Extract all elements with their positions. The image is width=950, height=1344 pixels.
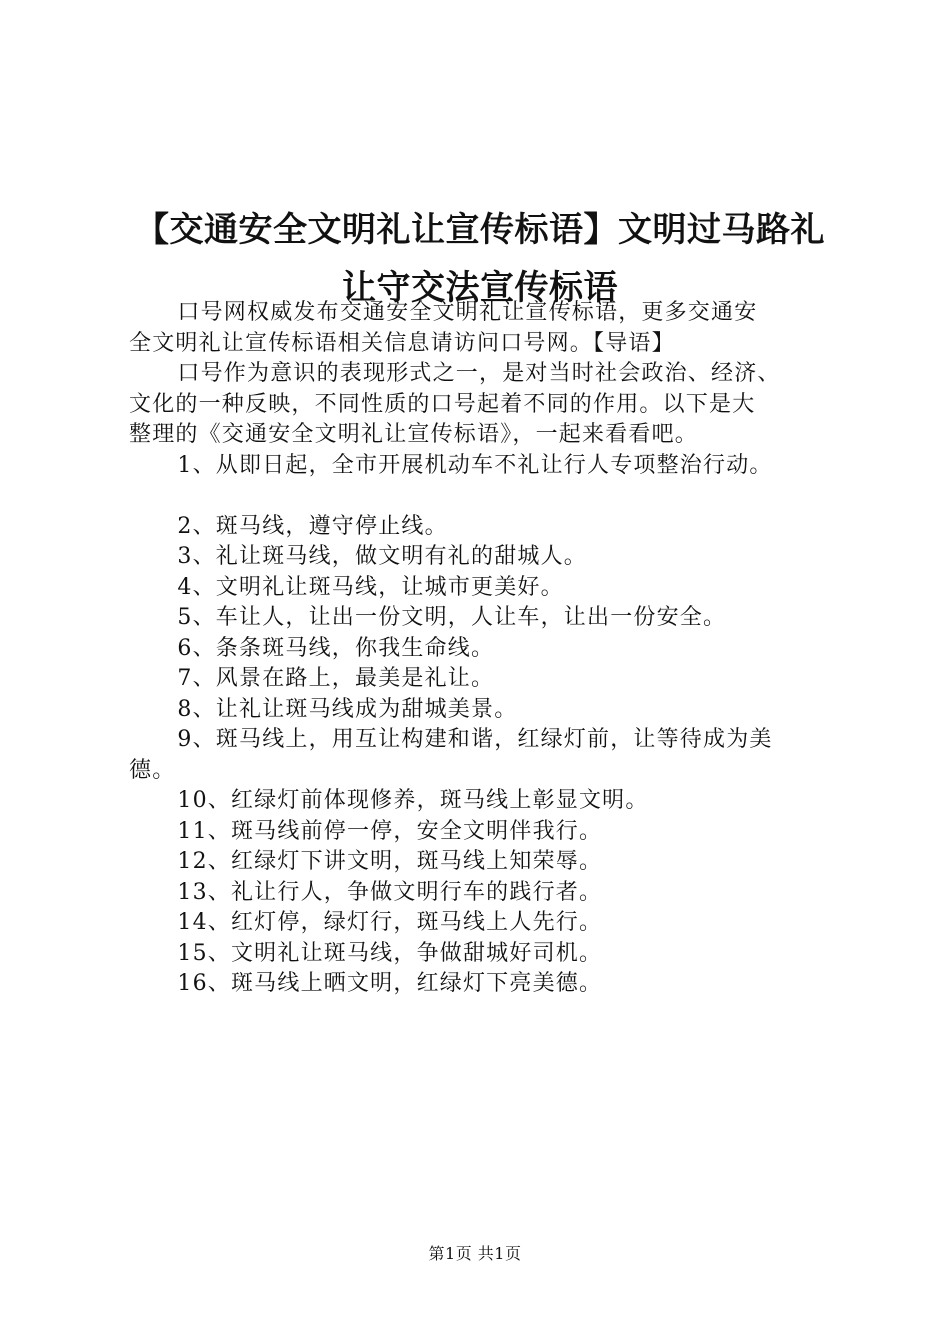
intro-paragraph [129,298,834,359]
list-item: 11、斑马线前停一停，安全文明伴我行。 [177,818,603,844]
paragraph-line: 口号作为意识的表现形式之一，是对当时社会政治、经济、 [177,361,781,386]
list-item: 10、红绿灯前体现修养，斑马线上彰显文明。 [177,788,649,813]
slogan-list [129,786,834,1000]
list-item: 5、车让人，让出一份文明，人让车，让出一份安全。 [177,605,727,630]
title-line: 【交通安全文明礼让宣传标语】文明过马路礼 [135,209,825,250]
list-item: 12、红绿灯下讲文明，斑马线上知荣辱。 [177,849,603,874]
list-item: 4、文明礼让斑马线，让城市更美好。 [177,574,564,600]
paragraph-line: 全文明礼让宣传标语相关信息请访问口号网。【导语】 [129,330,675,356]
list-item: 14、红灯停，绿灯行，斑马线上人先行。 [177,910,603,935]
list-item: 7、风景在路上，最美是礼让。 [177,666,495,691]
list-item: 15、文明礼让斑马线，争做甜城好司机。 [177,940,603,966]
list-item: 9、斑马线上，用互让构建和谐，红绿灯前，让等待成为美 [177,727,773,752]
list-item: 16、斑马线上晒文明，红绿灯下亮美德。 [177,971,603,996]
paragraph-line: 口号网权威发布交通安全文明礼让宣传标语，更多交通安 [177,300,758,325]
title-line: 让守交法宣传标语 [342,267,618,308]
lead-paragraph [129,359,834,451]
page-footer: 第1页 共1页 [428,1244,522,1263]
list-item-continuation: 德。 [129,757,176,783]
slogan-list [129,512,834,726]
list-item: 1、从即日起，全市开展机动车不礼让行人专项整治行动。 [177,452,773,478]
document-body [129,298,834,1000]
list-item: 8、让礼让斑马线成为甜城美景。 [177,696,518,722]
paragraph-line: 文化的一种反映，不同性质的口号起着不同的作用。以下是大 [129,391,756,417]
blank-line [129,481,834,512]
list-item: 2、斑马线，遵守停止线。 [177,513,448,539]
paragraph-line: 整理的《交通安全文明礼让宣传标语》，一起来看看吧。 [129,422,699,447]
list-item: 13、礼让行人，争做文明行车的践行者。 [177,879,603,905]
slogan-list-item [129,451,834,482]
list-item: 6、条条斑马线，你我生命线。 [177,635,495,661]
slogan-list-item-wrapped [129,725,834,786]
list-item: 3、礼让斑马线，做文明有礼的甜城人。 [177,544,587,569]
